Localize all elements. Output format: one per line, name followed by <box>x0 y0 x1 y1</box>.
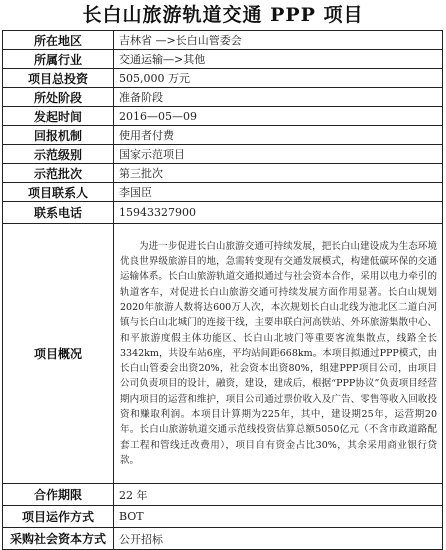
operation-mode-value: BOT <box>114 506 443 528</box>
stage-value: 准备阶段 <box>114 88 443 107</box>
cooperation-period-value: 22 年 <box>114 484 443 506</box>
page-title: 长白山旅游轨道交通 PPP 项目 <box>82 4 364 26</box>
return-mechanism-value: 使用者付费 <box>114 126 443 145</box>
row-demo-level <box>3 145 443 164</box>
investment-label: 项目总投资 <box>3 69 114 88</box>
start-date-label: 发起时间 <box>3 107 114 126</box>
contact-label: 项目联系人 <box>3 183 114 202</box>
operation-mode-label: 项目运作方式 <box>3 506 114 528</box>
procurement-method-value: 公开招标 <box>114 528 443 550</box>
overview-label: 项目概况 <box>3 224 114 484</box>
industry-value: 交通运输—>其他 <box>114 50 443 69</box>
contact-value: 李国臣 <box>114 183 443 202</box>
investment-value: 505,000 万元 <box>114 69 443 88</box>
row-phone <box>3 202 443 224</box>
row-cooperation-period <box>3 484 443 506</box>
phone-value: 15943327900 <box>114 202 443 224</box>
demo-batch-label: 示范批次 <box>3 164 114 183</box>
stage-label: 所处阶段 <box>3 88 114 107</box>
overview-text: 为进一步促进长白山旅游交通可持续发展，把长白山建设成为生态环境优良世界级旅游目的地，急需转变现有交通发展模式，构建低碳环保的交通运输体系。长白山旅游轨道交通拟通过与社会资本合作，采用以电力牵引的轨道客车，对促进长白山旅游交通可持续发展方面作用显著。长白山规划2020年旅游人数将达600万人次，本次规划长白山北线为池北区二道白河镇与长白山北城门的连接干线，主要串联白河高铁站、外环旅游集散中心、和平旅游度假主体功能区、长白山北坡门等重要客流集散点，线路全长3342km，共设车站6座，平均站间距668km。本项目拟通过PPP模式，由长白山管委会出资20%，社会资本出资80%，组建PPP项目公司，由项目公司负责项目的设计，融资，建设，建成后，根据“PPP协议”负责项目经营期内项目的运营和维护，项目公司通过票价收入及广告、零售等收入回收投资和赚取利润。本项目计算期为225年，其中，建设期25年，运营期20年。长白山旅游轨道交通示范线投资估算总额5050亿元（不含市政道路配套工程和管线迁改费用），项目自有资金占比30%，其余采用商业银行贷款。 <box>114 224 443 484</box>
row-return-mechanism <box>3 126 443 145</box>
demo-batch-value: 第三批次 <box>114 164 443 183</box>
project-info-table <box>2 30 443 550</box>
phone-label: 联系电话 <box>3 202 114 224</box>
row-overview <box>3 224 443 484</box>
row-industry <box>3 50 443 69</box>
row-demo-batch <box>3 164 443 183</box>
procurement-method-label: 采购社会资本方式 <box>3 528 114 550</box>
region-label: 所在地区 <box>3 31 114 50</box>
row-contact <box>3 183 443 202</box>
return-mechanism-label: 回报机制 <box>3 126 114 145</box>
row-procurement-method <box>3 528 443 550</box>
region-value: 吉林省 —>长白山管委会 <box>114 31 443 50</box>
start-date-value: 2016—05—09 <box>114 107 443 126</box>
row-investment <box>3 69 443 88</box>
row-start-date <box>3 107 443 126</box>
row-operation-mode <box>3 506 443 528</box>
demo-level-value: 国家示范项目 <box>114 145 443 164</box>
row-stage <box>3 88 443 107</box>
cooperation-period-label: 合作期限 <box>3 484 114 506</box>
row-region <box>3 31 443 50</box>
industry-label: 所属行业 <box>3 50 114 69</box>
demo-level-label: 示范级别 <box>3 145 114 164</box>
